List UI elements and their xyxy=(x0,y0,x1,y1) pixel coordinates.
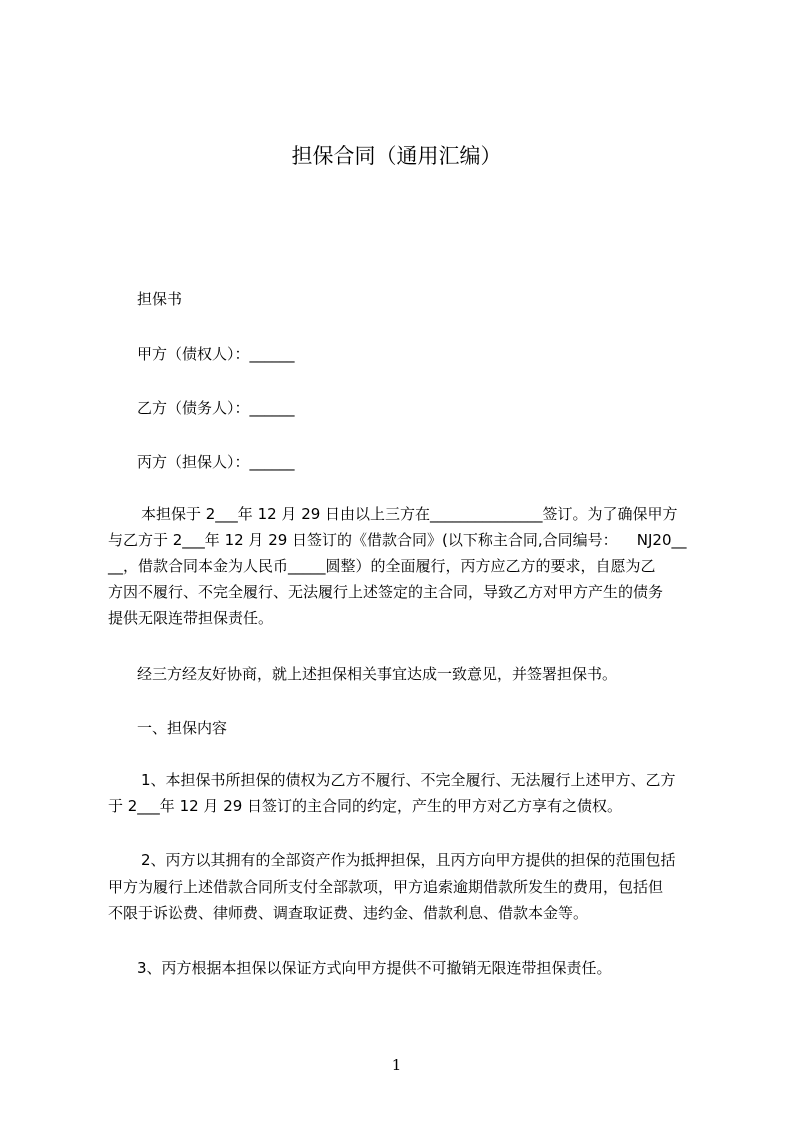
page-number: 1 xyxy=(391,1056,402,1074)
guarantee-heading: 担保书 xyxy=(137,290,183,308)
party-a-line: 甲方（债权人）：______ xyxy=(137,345,295,363)
party-c-line: 丙方（担保人）：______ xyxy=(137,453,295,471)
clause-2-line-1: 2、丙方以其拥有的全部资产作为抵押担保，且丙方向甲方提供的担保的范围包括 xyxy=(141,851,676,869)
intro-line-2: 与乙方于 2___年 12 月 29 日签订的《借款合同》(以下称主合同,合同编号： NJ20__ xyxy=(108,531,687,549)
intro-line-5: 提供无限连带担保责任。 xyxy=(108,609,274,627)
clause-3: 3、丙方根据本担保以保证方式向甲方提供不可撤销无限连带担保责任。 xyxy=(137,959,612,977)
intro-line-4: 方因不履行、不完全履行、无法履行上述签定的主合同，导致乙方对甲方产生的债务 xyxy=(108,583,664,601)
clause-2-line-3: 不限于诉讼费、律师费、调查取证费、违约金、借款利息、借款本金等。 xyxy=(108,904,589,922)
consensus-paragraph: 经三方经友好协商，就上述担保相关事宜达成一致意见，并签署担保书。 xyxy=(137,665,618,683)
clause-1-line-2: 于 2___年 12 月 29 日签订的主合同的约定，产生的甲方对乙方享有之债权。 xyxy=(108,797,623,815)
intro-line-3: __，借款合同本金为人民币_____圆整）的全面履行，丙方应乙方的要求，自愿为乙 xyxy=(108,557,656,575)
document-title: 担保合同（通用汇编） xyxy=(291,144,502,168)
intro-line-1: 本担保于 2___年 12 月 29 日由以上三方在_______________签订。为了确保甲方 xyxy=(141,505,678,523)
clause-2-line-2: 甲方为履行上述借款合同所支付全部款项，甲方追索逾期借款所发生的费用，包括但 xyxy=(108,878,664,896)
party-b-line: 乙方（债务人）：______ xyxy=(137,399,295,417)
section-1-heading: 一、担保内容 xyxy=(137,719,228,737)
clause-1-line-1: 1、本担保书所担保的债权为乙方不履行、不完全履行、无法履行上述甲方、乙方 xyxy=(141,771,676,789)
